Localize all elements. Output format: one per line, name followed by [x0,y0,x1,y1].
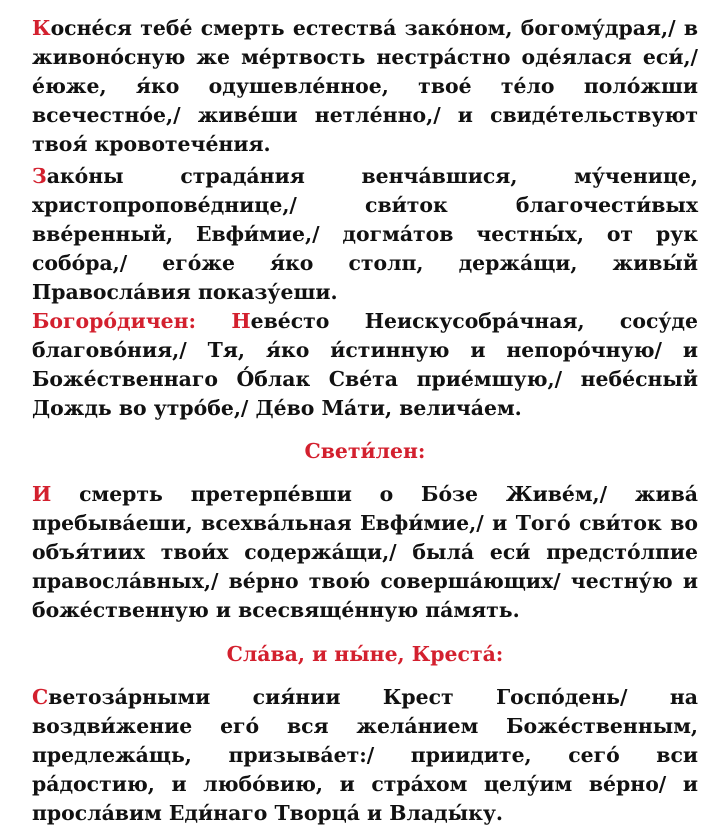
drop-initial: З [32,164,47,188]
troparion-paragraph-2 [32,162,698,307]
troparion-paragraph-1 [32,14,698,159]
section-heading-slava: Сла́ва, и ны́не, Креста́: [226,642,504,666]
drop-initial: Н [231,309,251,333]
paragraph-text: ако́ны страда́ния венча́вшися, му́ченице, христопропове́днице,/ сви́ток благочести́вых вве́ренный, Евфи́мие,/ догма́тов честны́х, от рук собо́ра,/ его́же я́ко столп, держа́щи, живы́й Правосла́вия показу́еши. [32,164,698,304]
drop-initial: К [32,16,51,40]
rubric-label: Богоро́дичен: [32,309,197,333]
drop-initial: И [32,482,52,506]
exapostilarion-paragraph [32,480,698,625]
paragraph-text: смерть претерпе́вши о Бо́зе Живе́м,/ жива́ пребыва́еши, всехва́льная Евфи́мие,/ и Того́ сви́ток во объя́тиих твои́х содержа́щи,/ была́ еси́ предсто́лпие правосла́вных,/ ве́рно твою́ соверша́ющих/ честну́ю и боже́ственную и всесвяще́нную па́мять. [32,482,698,622]
paragraph-text: осне́ся тебе́ смерть естества́ зако́ном, богому́драя,/ в живоно́сную же ме́ртвость нестра́стно оде́ялася еси́,/ е́юже, я́ко одушевле́нное, твое́ те́ло поло́жши всечестно́е,/ живе́ши нетле́нно,/ и свиде́тельствуют твоя́ кровотече́ния. [32,16,698,156]
drop-initial: С [32,685,49,709]
section-heading-svetilen: Свети́лен: [304,439,426,463]
cross-paragraph [32,683,698,828]
paragraph-text: ветоза́рными сия́нии Крест Госпо́день/ на воздви́жение его́ вся жела́нием Боже́ственным, предлежа́щь, призыва́ет:/ приидите, сего́ вси ра́достию, и любо́вию, и стра́хом целу́им ве́рно/ и просла́вим Еди́наго Творца́ и Влады́ку. [32,685,698,825]
theotokion-paragraph [32,307,698,423]
paragraph-text: еве́сто Неискусобра́чная, сосу́де благово́ния,/ Тя, я́ко и́стинную и непоро́чную/ и Боже́ственнаго О́блак Све́та прие́мшую,/ небе́сный Дождь во утро́бе,/ Де́во Ма́ти, велича́ем. [32,309,698,420]
